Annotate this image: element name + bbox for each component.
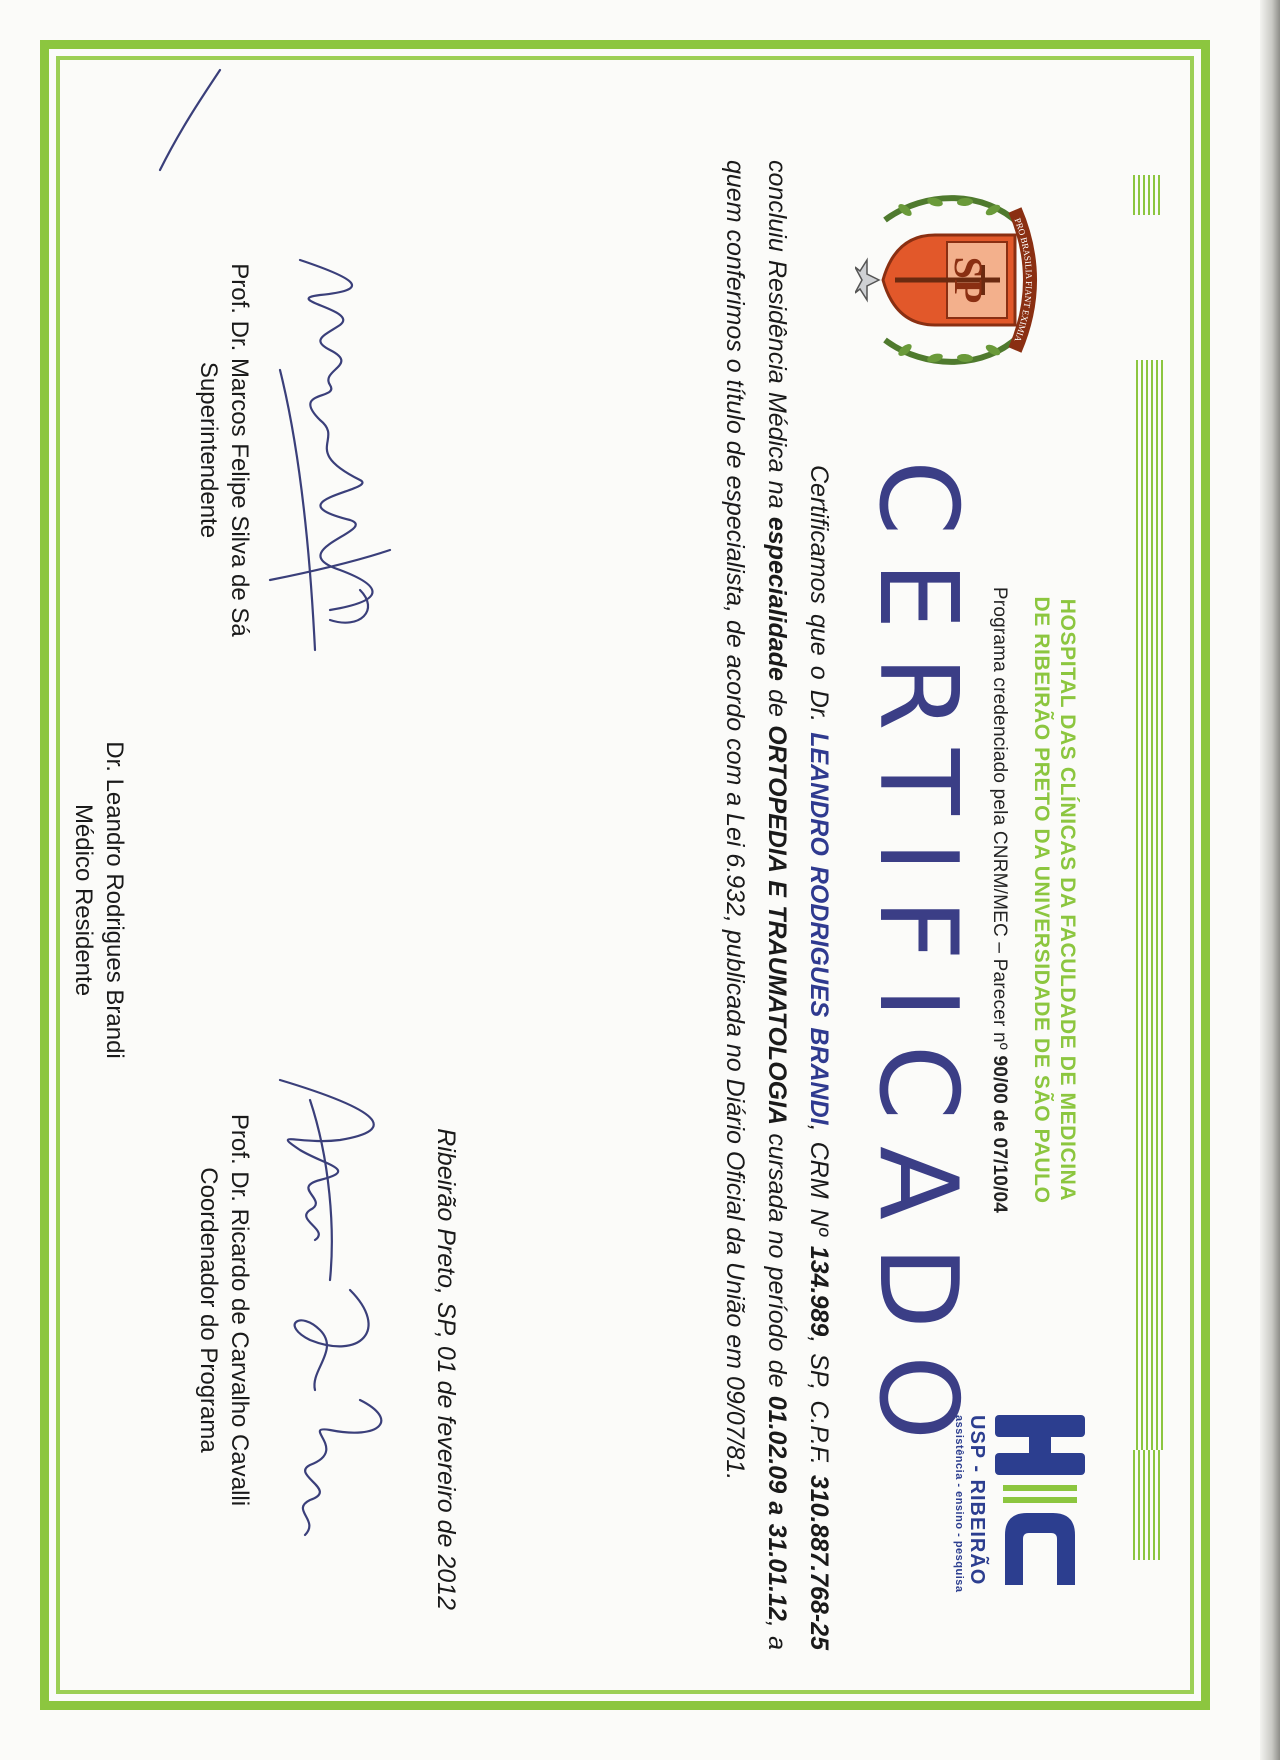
certificate-body: Certificamos que o Dr. LEANDRO RODRIGUES BRANDI, CRM Nº 134.989, SP, C.P.F. 310.887.768-25 concluiu Residência Médica na especialidade de ORTOPEDIA E TRAUMATOLOGIA cursada no período de 01.02.09 a 31.01.12, a quem conferimos o título de especialista, de acordo com a Lei 6.932, publicada no Diário Oficial da União em 09/07/81. (721, 160, 833, 1651)
signatory-name: Prof. Dr. Marcos Felipe Silva de Sá (226, 263, 253, 637)
institution-header (1028, 520, 1080, 1280)
recipient-name: LEANDRO RODRIGUES BRANDI (805, 732, 833, 1125)
stripe-motif-right (1133, 1450, 1160, 1560)
period-start: 01.02.09 (763, 1395, 791, 1494)
institution-line-2: DE RIBEIRÃO PRETO DA UNIVERSIDADE DE SÃO PAULO (1030, 596, 1053, 1204)
signature-coordenador-stroke (150, 60, 230, 180)
signatory-name: Prof. Dr. Ricardo de Carvalho Cavalli (226, 1113, 253, 1507)
logo-name: USP - RIBEIRÃO (966, 1415, 988, 1586)
signatory-role: Coordenador do Programa (195, 1167, 222, 1453)
certificate-title: CERTIFICADO (855, 460, 980, 1467)
program-number: 90/00 de 07/10/04 (989, 1055, 1010, 1214)
signature-superintendente (260, 250, 420, 670)
hc-logo-icon (995, 1415, 1085, 1595)
signatory-coordenador (193, 1080, 255, 1540)
program-accreditation (988, 520, 1010, 1280)
signatory-name: Dr. Leandro Rodrigues Brandi (101, 741, 128, 1059)
stripe-motif-main (1136, 360, 1163, 1450)
institution-line-1: HOSPITAL DAS CLÍNICAS DA FACULDADE DE MEDICINA (1056, 598, 1079, 1202)
signatory-role: Superintendente (195, 361, 222, 539)
sao-paulo-coat-of-arms (855, 180, 1055, 380)
stripe-motif-left-mid (1158, 255, 1160, 295)
stripe-motif-left-top (1133, 175, 1160, 215)
seal-initials: SP (946, 256, 991, 304)
signatory-role: Médico Residente (70, 803, 97, 997)
signature-coordenador (250, 1070, 420, 1550)
program-prefix: Programa credenciado pela CNRM/MEC – Parecer nº (989, 586, 1010, 1056)
period-end: 31.01.12 (763, 1523, 791, 1621)
place-date: Ribeirão Preto, SP, 01 de fevereiro de 2012 (432, 1128, 460, 1610)
specialty-word: especialidade (763, 516, 791, 681)
cpf-number: 310.887.768-25 (805, 1474, 833, 1651)
crm-number: 134.989 (805, 1245, 833, 1337)
signatory-resident (68, 680, 130, 1120)
star-icon (855, 260, 879, 300)
specialty-name: ORTOPEDIA E TRAUMATOLOGIA (763, 725, 791, 1126)
signatory-superintendente (193, 260, 255, 640)
logo-tagline: assistência - ensino - pesquisa (953, 1415, 965, 1593)
seal-motto: PRO BRASILIA FIANT EXIMIA (1012, 216, 1035, 344)
